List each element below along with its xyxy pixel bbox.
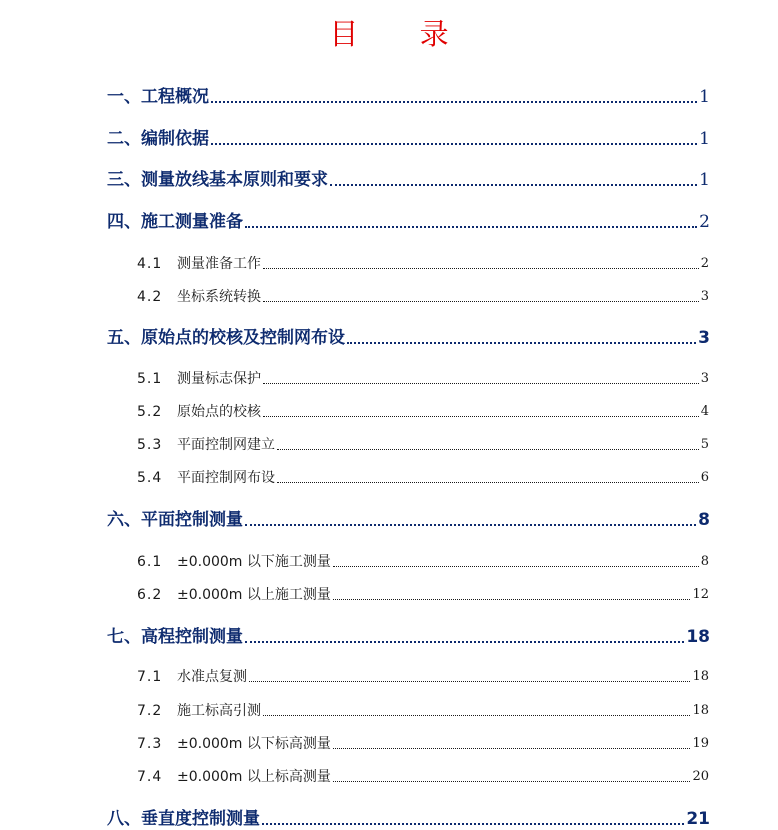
toc-dot-leader [211, 142, 697, 145]
toc-entry-title: 五、原始点的校核及控制网布设 [107, 328, 345, 348]
toc-entry-title: 一、工程概况 [107, 87, 209, 107]
toc-section-number: 6.1 [137, 554, 163, 570]
toc-chapter-entry[interactable] [107, 808, 710, 830]
toc-section-entry[interactable] [137, 288, 709, 306]
toc-section-number: 5.2 [137, 404, 163, 420]
toc-chapter-entry[interactable] [107, 169, 710, 191]
toc-section-number: 4.1 [137, 256, 163, 272]
toc-dot-leader [262, 822, 684, 825]
toc-chapter-entry[interactable] [107, 211, 710, 233]
toc-section-entry[interactable] [137, 255, 709, 273]
toc-dot-leader [333, 598, 691, 600]
toc-dot-leader [249, 680, 690, 682]
toc-entry-title: 六、平面控制测量 [107, 510, 243, 530]
toc-section-number: 7.1 [137, 669, 163, 685]
toc-dot-leader [263, 714, 690, 716]
toc-dot-leader [263, 382, 699, 384]
toc-page-number: 4 [700, 404, 709, 419]
toc-section-entry[interactable] [137, 586, 709, 604]
toc-dot-leader [263, 415, 699, 417]
toc-page-number: 6 [700, 470, 709, 485]
toc-entry-title: 测量标志保护 [177, 371, 261, 387]
toc-entry-title: 四、施工测量准备 [107, 212, 243, 232]
toc-chapter-entry[interactable] [107, 509, 710, 531]
toc-dot-leader [333, 565, 699, 567]
toc-entry-title: 坐标系统转换 [177, 289, 261, 305]
toc-section-entry[interactable] [137, 370, 709, 388]
toc-dot-leader [245, 225, 697, 228]
toc-page-number: 19 [692, 736, 709, 751]
toc-page-number: 18 [686, 627, 710, 647]
toc-page-number: 8 [700, 554, 709, 569]
toc-entry-title: 八、垂直度控制测量 [107, 809, 260, 829]
toc-entry-title: 七、高程控制测量 [107, 627, 243, 647]
toc-dot-leader [211, 100, 697, 103]
toc-dot-leader [245, 523, 696, 526]
toc-page-number: 5 [700, 437, 709, 452]
toc-entry-title: ±0.000m 以下标高测量 [177, 736, 331, 752]
toc-section-entry[interactable] [137, 553, 709, 571]
toc-page-number: 20 [692, 769, 709, 784]
toc-section-number: 5.1 [137, 371, 163, 387]
toc-section-number: 5.3 [137, 437, 163, 453]
toc-page-number: 2 [700, 256, 709, 271]
toc-section-entry[interactable] [137, 436, 709, 454]
toc-dot-leader [333, 747, 691, 749]
toc-dot-leader [263, 267, 699, 269]
toc-entry-title: 二、编制依据 [107, 129, 209, 149]
toc-section-entry[interactable] [137, 702, 709, 720]
toc-dot-leader [333, 780, 691, 782]
toc-dot-leader [263, 300, 699, 302]
toc-section-entry[interactable] [137, 768, 709, 786]
toc-entry-title: 原始点的校核 [177, 404, 261, 420]
toc-entry-title: ±0.000m 以上标高测量 [177, 769, 331, 785]
toc-section-number: 5.4 [137, 470, 163, 486]
toc-entry-title: ±0.000m 以下施工测量 [177, 554, 331, 570]
toc-entry-title: 测量准备工作 [177, 256, 261, 272]
toc-section-entry[interactable] [137, 668, 709, 686]
toc-section-entry[interactable] [137, 403, 709, 421]
toc-page-number: 2 [699, 212, 710, 232]
toc-section-number: 7.2 [137, 703, 163, 719]
toc-page-number: 8 [698, 510, 710, 530]
toc-section-number: 7.4 [137, 769, 163, 785]
toc-page-number: 3 [700, 289, 709, 304]
toc-dot-leader [347, 341, 696, 344]
toc-entry-title: 平面控制网建立 [177, 437, 275, 453]
toc-section-number: 6.2 [137, 587, 163, 603]
toc-entry-title: ±0.000m 以上施工测量 [177, 587, 331, 603]
toc-title: 目 录 [329, 17, 475, 51]
toc-page-number: 1 [699, 170, 710, 190]
toc-section-number: 7.3 [137, 736, 163, 752]
toc-page-number: 12 [692, 587, 709, 602]
toc-dot-leader [245, 640, 684, 643]
toc-section-number: 4.2 [137, 289, 163, 305]
toc-section-entry[interactable] [137, 735, 709, 753]
toc-chapter-entry[interactable] [107, 128, 710, 150]
toc-page-number: 1 [699, 129, 710, 149]
toc-dot-leader [277, 448, 699, 450]
toc-page-number: 1 [699, 87, 710, 107]
toc-page-number: 3 [700, 371, 709, 386]
toc-chapter-entry[interactable] [107, 327, 710, 349]
toc-entry-title: 三、测量放线基本原则和要求 [107, 170, 328, 190]
toc-section-entry[interactable] [137, 469, 709, 487]
toc-chapter-entry[interactable] [107, 86, 710, 108]
toc-page-number: 18 [692, 669, 709, 684]
toc-page-number: 3 [698, 328, 710, 348]
toc-dot-leader [330, 183, 697, 186]
toc-entry-title: 施工标高引测 [177, 703, 261, 719]
toc-dot-leader [277, 481, 699, 483]
toc-entry-title: 水准点复测 [177, 669, 247, 685]
toc-chapter-entry[interactable] [107, 626, 710, 648]
toc-entry-title: 平面控制网布设 [177, 470, 275, 486]
toc-page-number: 21 [686, 809, 710, 829]
toc-page-number: 18 [692, 703, 709, 718]
